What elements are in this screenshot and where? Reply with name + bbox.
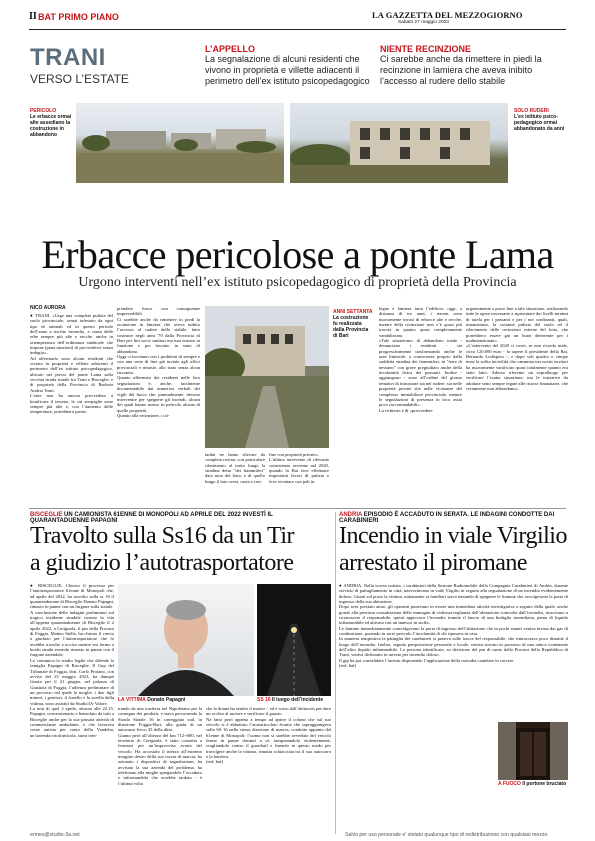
andria-headline-line1: Incendio in viale Virgilio bbox=[339, 523, 567, 549]
caption-burnt-door bbox=[498, 781, 570, 787]
caption-pericolo bbox=[30, 108, 74, 138]
bisceglie-headline-line1: Travolto sulla Ss16 da un Tir bbox=[30, 523, 295, 549]
photo-building-street bbox=[205, 306, 329, 448]
caption-ruderi bbox=[514, 108, 570, 132]
issue-date: Sabato 27 maggio 2023 bbox=[398, 20, 449, 25]
box-appello-title: L’APPELLO bbox=[205, 44, 256, 54]
box-appello-text: La segnalazione di alcuni residenti che vivono in proprietà e villette adiacenti il perimetro dell’ex istituto psicopedagogico bbox=[205, 54, 370, 86]
bisceglie-headline bbox=[30, 523, 330, 577]
caption-anni-settanta bbox=[333, 309, 373, 339]
main-col-3: tadini ne fanno rilevare da completa rovina, con particolare riferimento al tratto lungo la stradina detta "dei fiammiferi" dato noto del lotto, e di quello lungo il lato ovest, ossia a con- bbox=[205, 452, 265, 484]
caption-pericolo-text: Le erbacce ormai alte assediano la costruzione in abbandono bbox=[30, 114, 72, 138]
bisceglie-col-1: ● BISCEGLIE. Chiesto il processo per l’autotrasportatore 61enne di Monopoli che, ad aprile del 2022, ha travolto sulla ss 16 il quarantaduenne di Bisceglie Donato Papagni, rimasto in panne con un furgone sulla statale. A conclusione delle indagini preliminari sul tragico incidente stradale costato la vita all’appena quarantaduenne di Bisceglie il 2 aprile 2022, a Cerignola, il pm della Procura di Foggia, Matteo Stella, ha chiesto il rinvio a giudizio per l’autotrasportatore che lo avrebbe travolto e ucciso mentre era fermo a bordo strada essendo rimasto in panne con il furgone aziendale. Lo comunica lo studio legale che difende la famiglia Papagni di Bisceglie. Il Gup del Tribunale di Foggia, dott. Carlo Protano, con avviso del 25 maggio 2023, ha dunque fissato per il 21 giugno, nel palazzo di Giustizia di Foggia, l’udienza preliminare di un processo nel quale la moglie, i due figli minori, i genitori, il fratello e la sorella della vittima, sono assistiti da Studio3A-Valore. La sera di quel 2 aprile, attorno alle 22.15, Papagni, concessionario e bensoluto da tutti a Bisceglie anche per la sua passata attività di commerciante ambulante, e che lavorava come autista per conto della Vandelia, un’azienda ortofrutticola, stava rien- bbox=[30, 583, 114, 738]
caption-victim-label: LA VITTIMA bbox=[118, 697, 146, 703]
main-col-5: legno e lamiera tutta l’edificio: oggi, a distanza di tre anni, i terreni sono nuovamente invasi di erbacce alte e secche, mentre della recinzione non v’è quasi più traccia in quanto quasi completamente vandalizzata. «Tale situazione» di abbandono totale - denunciano i residenti - sta progressivamente trasformando anche le aree limitrofe, a conoscenza proprio dalla suddetta stradina dei fiammiferi, in "terre di nessuno" con grave pregiudizio anche della incolumità fisica dei passanti. Inoltre - aggiungono - sono all’ordine del giorno tentativi di intrusione sia nel rudere, sia nelle proprietà private site nelle vicinanze del complesso immobiliare provinciale, mentre le segnalazioni di presenza in loco assai poco raccomandabili». La richiesta è di «provvedere bbox=[379, 306, 462, 413]
caption-crash-site-label: SS 16 bbox=[257, 697, 271, 703]
andria-kicker-city: ANDRIA bbox=[339, 512, 363, 518]
main-author: NICO AURORA bbox=[30, 305, 66, 311]
section-rule bbox=[29, 508, 566, 509]
caption-burnt-door-label: A FUOCO bbox=[498, 781, 521, 787]
caption-pericolo-label: PERICOLO bbox=[30, 108, 57, 114]
box-recinzione-text: Ci sarebbe anche da rimettere in piedi la recinzione in lamiera che aveva inibito l’accesso al rudere dello stabile bbox=[380, 54, 542, 86]
header-rule bbox=[29, 29, 566, 30]
main-col-4: fine con proprietà private». L’ultimo intervento di rilevante consistenza avvenne nel 2020, quando la Bat fece effettuare importanti lavori di pulizia e fece recintare con pali in bbox=[269, 452, 329, 484]
photo-overgrown-field bbox=[76, 103, 284, 183]
photo-crash-site bbox=[257, 584, 331, 696]
andria-headline-line2: arrestato il piromane bbox=[339, 550, 528, 576]
caption-victim bbox=[118, 697, 254, 703]
bisceglie-col-3: che la donna ha sentito il marito -, ed è sceso dall’abitacolo per dare un occhio al motore e verificare il guasto. Na fatto però appena a tempo ad aprire il cofano che sul suo veicolo si è abbattuto l’autoarticolato Scania che sopraggiungeva sulla SS 16 nella stessa direzione di marcia, condotto appunto dal 61enne di Monopoli: l’uomo non si sarebbe avveduto del veicolo fermo in panne davanti a sé, tamponandolo violentemente, scagliandolo contro il guardrail e finendo in questo modo per travolgere anche la vittima, rimasta schiacciata tra il suo autocarro e la barriera. (red. baf) bbox=[206, 706, 331, 765]
section-title: BAT PRIMO PIANO bbox=[38, 12, 119, 22]
caption-crash-site-text: Il luogo dell’incidente bbox=[272, 697, 324, 703]
andria-headline bbox=[339, 523, 571, 577]
bisceglie-kicker-text: UN CAMIONISTA 61ENNE DI MONOPOLI AD APRILE DEL 2022 INVESTÌ IL QUARANTADUENNE PAPAGNI bbox=[30, 512, 273, 524]
column-separator bbox=[335, 512, 336, 834]
bisceglie-kicker-city: BISCEGLIE bbox=[30, 512, 63, 518]
city-name: TRANI bbox=[30, 44, 106, 71]
page-number: II bbox=[29, 11, 37, 22]
box-recinzione-title: NIENTE RECINZIONE bbox=[380, 44, 472, 54]
city-subtitle: VERSO L’ESTATE bbox=[30, 72, 129, 86]
main-subhead: Urgono interventi nell’ex istituto psicopedagogico di proprietà della Provincia bbox=[78, 275, 517, 290]
caption-ruderi-text: L’ex istituto psico-pedagogico ormai abbandonato da anni bbox=[514, 114, 565, 132]
caption-anni-settanta-label: ANNI SETTANTA bbox=[333, 309, 373, 315]
box-appello bbox=[205, 44, 370, 87]
andria-text: ● ANDRIA. Nella scorsa nottata, i carabinieri della Sezione Radiomobile della Compagnia Carabinieri di Andria, durante servizio di pattugliamento in città, intervenivano in viale Virgilio in seguito alla segnalazione di un incendio evidentemente doloso. Giunti sul posto la vittima, unitamente ai familiari stava tentando di spegnere le fiamme che avvolgevano la porta di ingresso della sua abitazione. Dopo aver prestato aiuto, gli operanti ponevano in essere una immediata attività investigativa a seguito della quale, anche grazie alla preziosa consultazione delle immagini di videosorveglianza dell’abitazione coinvolta dall’incendio, riuscivano a riconoscere il responsabile: questi appiccava l’incendio tramite il lancio di una bottiglia incendiaria, piena di liquido infiammabile ed attivata con un innesco in stoffa. Le fiamme immediatamente coinvolgevano la porta di ingresso dell’abitazione che in pochi istanti veniva invasa dai gas di combustione, ponendo in serio pericolo l’incolumità di chi riposava in casa. In maniera tempestiva la pattuglia dei carabinieri si poneva sulle tracce del responsabile, che rintracciava poco distante il luogo dell’incendio. Inoltre, seguito perquisizione personale e locale, veniva trovato in possesso di una tanica contenente dell’altro liquido infiammabile. La persona identificata, su decisione del pm di turno della Procura della Repubblica di Trani, veniva dichiarato in arresto per incendio doloso. Il gip ha poi convalidato l’arresto disponendo l’applicazione della custodia cautelare in carcere. (red. baf) bbox=[339, 583, 568, 669]
caption-victim-text: Donato Papagni bbox=[147, 697, 186, 703]
bisceglie-headline-line2: a giudizio l’autotrasportatore bbox=[30, 550, 294, 576]
photo-ruined-building bbox=[290, 103, 508, 183]
caption-burnt-door-text: Il portone bruciato bbox=[522, 781, 567, 787]
bisceglie-col-2: trando da una trasferta nel Napoletano per la consegna dei prodotti, e stava percorrendo la Strada Statale 16 in carreggiata sud, in direzione Foggia-Bari, alla guida di un autocarro Iveco 35 della ditta. Giunto però all’altezza del km 712+000, nel territorio di Cerignola, è stato costretto a fermarsi per un’improvvisa avaria del veicolo. Ha accostato il mezzo all’estremo margine destro della sua corsia di marcia, ha azionato i dispositivi di segnalazione, ha avvisato la sua azienda del problema, ha telefonato alla moglie spiegandole l’accaduto e informandola che avrebbe tardato - è l’ultima volta bbox=[118, 706, 202, 786]
footer-email: ermes@studio-3a.net bbox=[30, 832, 80, 838]
caption-ruderi-label: SOLO RUDERI bbox=[514, 108, 549, 114]
caption-anni-settanta-text: La costruzione fu realizzata dalla Provincia di Bari bbox=[333, 315, 369, 339]
andria-kicker-text: EPISODIO È ACCADUTO IN SERATA. LE INDAGINI CONDOTTE DAI CARABINIERI bbox=[339, 512, 555, 524]
main-headline: Erbacce pericolose a ponte Lama bbox=[41, 232, 554, 277]
box-recinzione bbox=[380, 44, 570, 87]
main-col-2: prendere fuoco con conseguenze imprevedibili. Ci sarebbe anche da rimettere in piedi la recinzione in lamiera che aveva inibito l’accesso al rudere dello stabile, fatto costruire negli anni '70 dalla Provincia di Bari per fini socio sanitari ma mai entrato in funzione e poi lasciato in stato di abbandono. Oggi ci troviamo con i problemi di sempre e con una serie di fine già inviate agli uffici provinciali e rimaste, allo stato senza alcun riscontro. Quanto affermato dai residenti nelle loro segnalazioni è, anche, facilmente documentabile dai numerosi verbali dei vigili del fuoco che, puntualmente, devono intervenire per spegnere gli incendi, alcuni dei quali hanno messo in pericolo alcune di quelle proprietà. Quanto alla recinzione, i cit- bbox=[117, 306, 200, 418]
caption-crash-site bbox=[257, 697, 333, 703]
footer-notice: Salvo per uso personale e' vietato qualunque tipo di redistribuzione con qualsiasi mezzo. bbox=[345, 832, 549, 838]
photo-victim bbox=[118, 584, 254, 696]
photo-burnt-door bbox=[498, 722, 568, 780]
main-col-6: urgentemente a porre fine a tale situazione, realizzando tutte le opere necessarie a ripristinare dei livelli minimi di tutela per i passanti e per i noi confinanti, quali, innanzitutto, la costante pulizia del suolo ed il rifacimento delle recinzioni esterne del lotto, che potrebbero essere già un buon deterrente per i malintenzionati». «L’intervento del 2020 ci costò, se non ricordo male, circa 120.000 euro - fa sapere il presidente della Bat, Bernardo Lodispoto -, e dopo soli quattro o cinque mesi la solita incivilità che cammina nei nostri territori ha nuovamente vanificato quasi totalmente quanto era stato fatto. Adesso riferemo un sopralluogo per verificare l’esatta situazione, ma le iniziative da adottare sono sempre legate alle risorse finanziarie, che certamente non abbondano». bbox=[466, 306, 568, 392]
masthead: LA GAZZETTA DEL MEZZOGIORNO bbox=[372, 10, 523, 20]
main-col-1: ● TRANI. «Urge una completa pulizia del suolo provinciale, ormai infestato da ogni tipo di animali ed in questo periodo dell’anno a rischio incendio, a causa delle erbe sempre più alte e secche, anche in ottemperanza dell’ordinanza sindacale che impone (pena sanzioni) di provvedervi senza indugio». Ad affermarlo sono alcuni residenti che vivono in proprietà e villette adiacenti il perimetro dell’ex istituto psicopedagogico, ubicato nei pressi del ponte Lama sulla vecchia strada statale fra Trani e Bisceglie, e di proprietà della Provincia di Barletta Andria Trani. L’ente non ha ancora provveduto a bonificare il terreno, le cui sterpaglie sono sempre più alte e, con l’aumento delle temperature, potrebbero presto bbox=[30, 313, 113, 415]
